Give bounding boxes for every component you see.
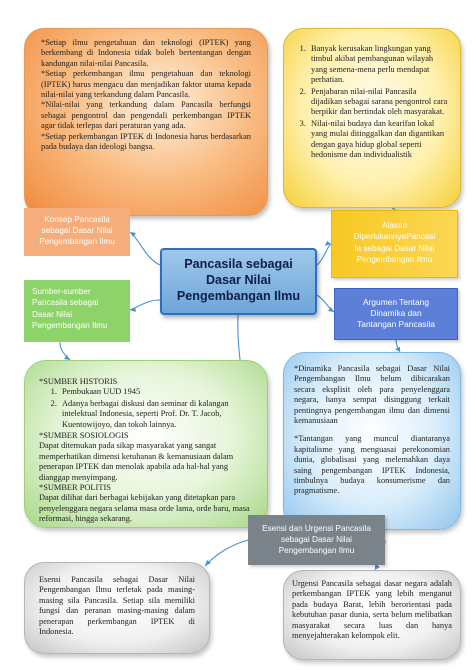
argumen-node — [334, 288, 458, 340]
alasan-node-line: Alasan — [381, 221, 408, 230]
sosiologis-text: Dapat ditemukan pada sikap masyarakat yang sangat memperhatikan dimensi ketuhanan & kemanusiaan dalam penerapan IPTEK dan menolak apabila ada hal-hal yang dianggap menyimpang. — [39, 441, 234, 482]
alasan-item: 3. Nilai-nilai budaya dan kearifan lokal yang mulai ditinggalkan dan digantikan dengan gaya hidup global seperti hedonisme dan individualistik — [308, 119, 448, 161]
politis-text: Dapat dilihat dari berbagai kebijakan yang ditetapkan para penyelenggara negara selama masa orde lama, orde baru, masa reformasi, hingga sekarang. — [39, 493, 250, 524]
alasan-node-line: Pengembangan Ilmu — [356, 255, 433, 265]
alasan-detail-box — [283, 28, 461, 208]
argumen-detail-box — [283, 352, 461, 530]
konsep-point-3: *Nilai-nilai yang terkandung dalam Pancasila berfungsi sebagai pengontrol dan pengendali perkembangan IPTEK agar tidak terlepas dari peraturan yang ada. — [41, 100, 251, 131]
dinamika-text: *Dinamika Pancasila sebagai Dasar Nilai Pengembangan Ilmu belum dibicarakan secara eksplisit oleh para penyelenggara negara, hanya sempat disinggung terkait pentingnya pengembangan ilmu dan dimensi kemanusiaan — [294, 364, 450, 426]
alasan-node — [331, 210, 458, 278]
esensi-node — [248, 515, 385, 565]
sumber-detail-box — [24, 360, 268, 528]
sumber-node-line: Dasar Nilai — [32, 309, 73, 319]
urgensi-detail-box — [283, 570, 461, 660]
argumen-node-line: Tantangan Pancasila — [357, 319, 435, 330]
alasan-item: 2. Penjabaran nilai-nilai Pancasila dijadikan sebagai sarana pengontrol cara berpikir dan bertindak oleh masyarakat. — [308, 87, 448, 118]
alasan-node-line: DiperlukannyaPancasi — [353, 232, 436, 242]
central-title-line: Pancasila sebagai — [184, 257, 293, 271]
historis-title: *SUMBER HISTORIS — [39, 377, 118, 386]
central-title-line: Pengembangan Ilmu — [176, 289, 301, 303]
esensi-node-line: sebagai Dasar Nilai — [281, 535, 352, 545]
arrowhead-konsep — [130, 232, 136, 237]
konsep-point-1: *Setiap ilmu pengetahuan dan teknologi (IPTEK) yang berkembang di Indonesia tidak boleh bertentangan dengan kandungan nilai-nilai Pancasila. — [41, 38, 251, 68]
politis-title: *SUMBER POLITIS — [39, 483, 111, 493]
konsep-detail-box — [24, 28, 268, 216]
konsep-node-line: Pengembangan Ilmu — [39, 237, 115, 246]
arrowhead-sumber — [130, 307, 136, 312]
esensi-node-line: Esensi dan Urgensi Pancasila — [262, 524, 371, 533]
alasan-item: 1. Banyak kerusakan lingkungan yang timbul akibat pembangunan wilayah yang semena-mena perlu mendapat perhatian. — [308, 44, 448, 86]
sumber-node-line: Sumber-sumber — [32, 287, 91, 296]
alasan-node-line: la sebagai Dasar Nilai — [354, 243, 435, 253]
historis-list — [39, 387, 255, 430]
connector-esensi-left — [205, 540, 248, 566]
sosiologis-title: *SUMBER SOSIOLOGIS — [39, 431, 129, 441]
esensi-detail-box — [24, 562, 210, 654]
connector-center-alasan — [317, 244, 331, 265]
sumber-node-line: Pancasila sebagai — [32, 298, 99, 308]
esensi-node-line: Pengembangan Ilmu — [278, 546, 355, 556]
esensi-text: Esensi Pancasila sebagai Dasar Nilai Pengembangan Ilmu terletak pada masing-masing sila Pancasila. Setiap sila memiliki fungsi dan peranan masing-masing dalam penerapan perkembangan IPTEK di Indonesia. — [39, 575, 195, 637]
konsep-node — [24, 208, 130, 256]
konsep-point-2: *Setiap perkembangan ilmu pengetahuan dan teknologi (IPTEK) harus mengacu dan menjadikan faktor utama kepada nilai-nilai yang terkandung dalam Pancasila. — [41, 69, 251, 100]
historis-item: 2. Adanya berbagai diskusi dan seminar di kalangan intelektual Indonesia, seperti Prof. Dr. T. Jacob, Kuentowijoyo, dan tokoh lainnya. — [59, 399, 255, 430]
central-topic-node — [160, 248, 317, 315]
alasan-list — [294, 44, 448, 160]
sumber-node-line: Pengembangan Ilmu — [32, 321, 108, 331]
argumen-node-line: Dinamika dan — [370, 308, 422, 319]
connector-center-konsep — [130, 232, 160, 265]
konsep-node-line: sebagai Dasar Nilai — [41, 226, 113, 235]
central-title-line: Dasar Nilai — [205, 273, 272, 287]
urgensi-text: Urgensi Pancasila sebagai dasar negara adalah perkembangan IPTEK yang lebih menganut pada budaya Barat, lebih berorientasi pada kebutuhan pasar dunia, serta belum melibatkan masyarakat secara luas dan hanya menyejahterakan kelompok elit. — [292, 579, 452, 641]
konsep-point-4: *Setiap perkembangan IPTEK di Indonesia harus berdasarkan pada budaya dan ideologi bangsa. — [41, 131, 251, 152]
connector-sumber-detail — [60, 342, 70, 360]
sumber-node — [24, 280, 130, 342]
historis-item: 1. Pembukaan UUD 1945 — [59, 387, 255, 397]
argumen-node-line: Argumen Tentang — [363, 297, 429, 307]
konsep-node-line: Konsep Pancasila — [44, 215, 110, 224]
tantangan-text: *Tantangan yang muncul diantaranya kapitalisme yang menguasai perekonomian dunia, globalisasi yang melemahkan daya saing pengembangan IPTEK Indonesia, timbulnya budaya konsumerisme dan pragmatisme. — [294, 434, 450, 496]
